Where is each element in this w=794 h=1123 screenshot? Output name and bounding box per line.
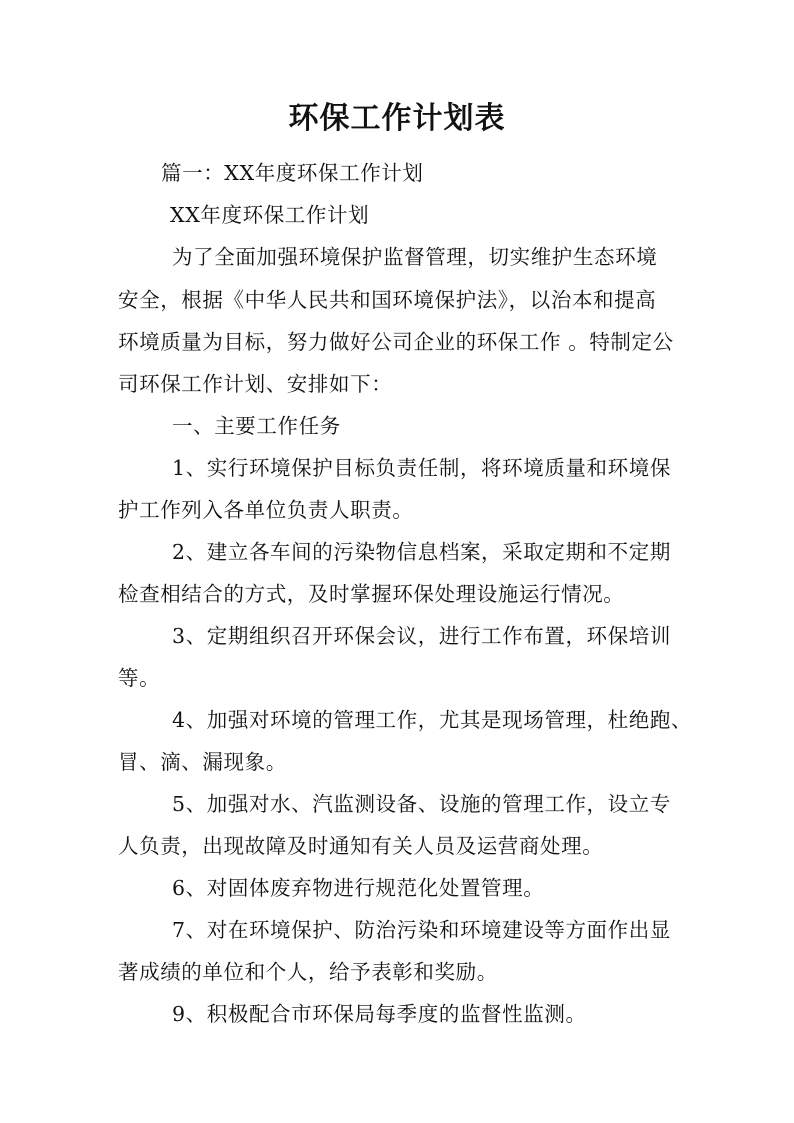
paragraph-line: 为了全面加强环境保护监督管理，切实维护生态环境 bbox=[172, 245, 658, 269]
list-item-line: 冒、滴、漏现象。 bbox=[118, 750, 287, 774]
list-item-line: 人负责，出现故障及时通知有关人员及运营商处理。 bbox=[118, 834, 604, 858]
section-heading: 篇一：XX年度环保工作计划 bbox=[161, 161, 424, 185]
subheading: XX年度环保工作计划 bbox=[170, 203, 370, 227]
document-title: 环保工作计划表 bbox=[288, 101, 506, 136]
list-item-line: 护工作列入各单位负责人职责。 bbox=[118, 498, 414, 522]
list-item-line: 检查相结合的方式，及时掌握环保处理设施运行情况。 bbox=[118, 582, 625, 606]
paragraph-line: 司环保工作计划、安排如下： bbox=[118, 372, 393, 396]
list-item-line: 1、实行环境保护目标负责任制，将环境质量和环境保 bbox=[172, 456, 671, 480]
paragraph-line: 安全，根据《中华人民共和国环境保护法》，以治本和提高 bbox=[118, 288, 657, 312]
list-item-line: 4、加强对环境的管理工作，尤其是现场管理，杜绝跑、 bbox=[172, 708, 693, 732]
list-item-line: 3、定期组织召开环保会议，进行工作布置，环保培训 bbox=[172, 624, 671, 648]
list-item-line: 等。 bbox=[118, 666, 161, 690]
list-item-line: 6、对固体废弃物进行规范化处置管理。 bbox=[172, 876, 545, 900]
list-item-line: 2、建立各车间的污染物信息档案，采取定期和不定期 bbox=[172, 540, 671, 564]
list-heading: 一、主要工作任务 bbox=[172, 414, 341, 438]
list-item-line: 著成绩的单位和个人，给予表彰和奖励。 bbox=[118, 960, 498, 984]
list-item-line: 5、加强对水、汽监测设备、设施的管理工作，设立专 bbox=[172, 792, 671, 816]
list-item-line: 7、对在环境保护、防治污染和环境建设等方面作出显 bbox=[172, 918, 671, 942]
list-item-line: 9、积极配合市环保局每季度的监督性监测。 bbox=[172, 1002, 587, 1026]
paragraph-line: 环境质量为目标，努力做好公司企业的环保工作 。特制定公 bbox=[118, 330, 674, 354]
